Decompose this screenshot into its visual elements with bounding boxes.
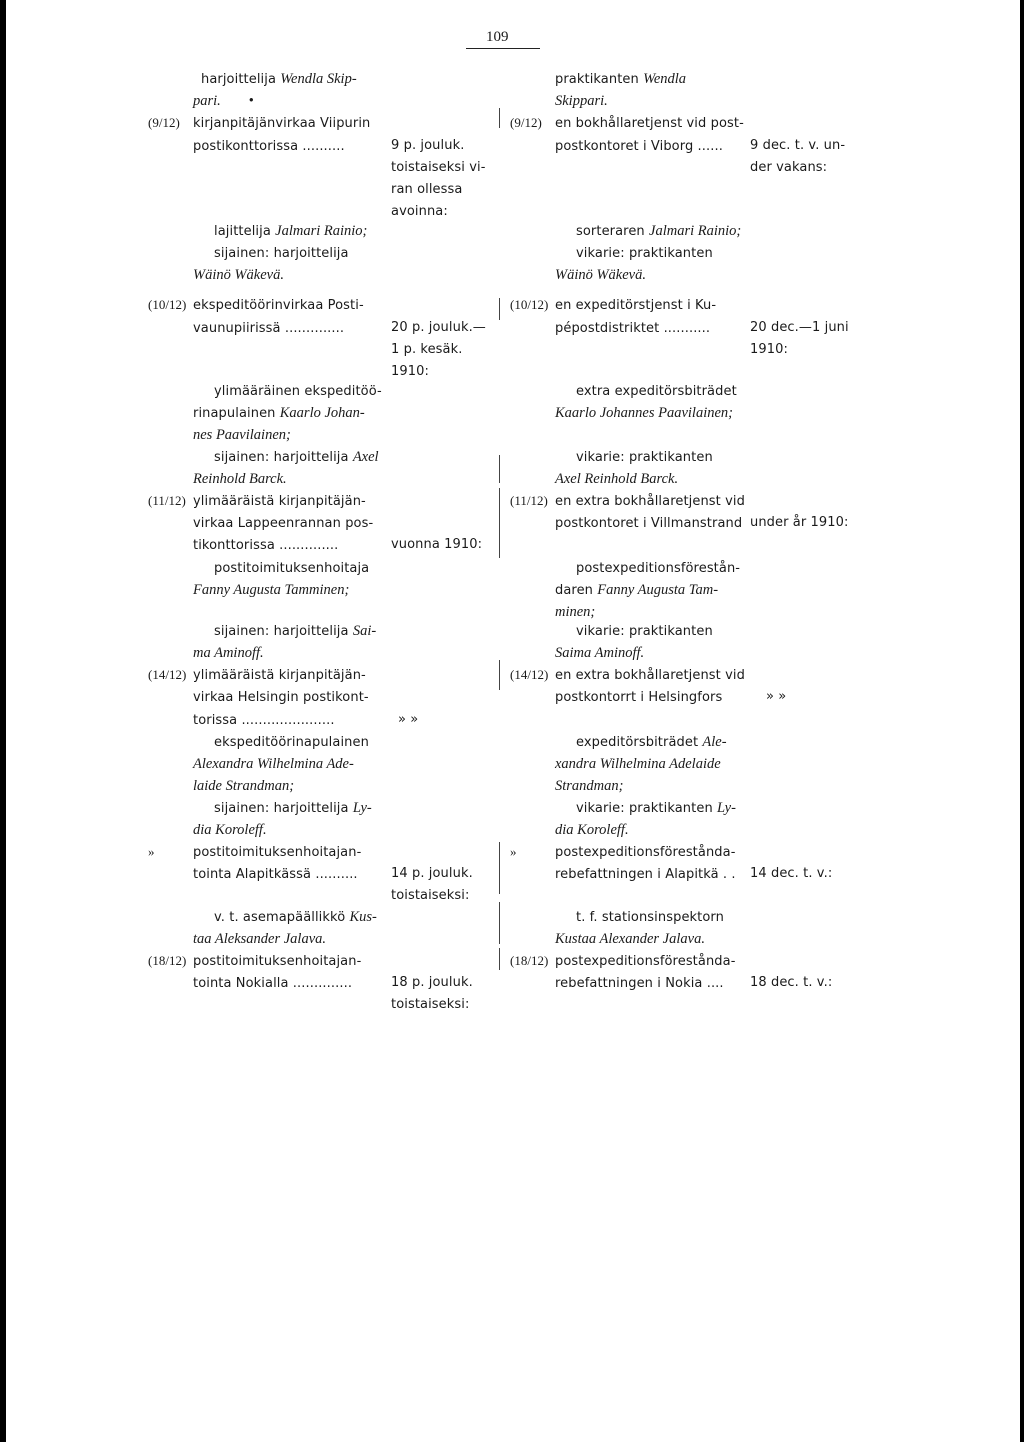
text-line — [555, 865, 736, 884]
text-line — [193, 755, 354, 773]
text-line — [193, 821, 267, 839]
text-line — [576, 733, 727, 752]
line-italic-name: Kaarlo Johannes Paavilainen; — [555, 405, 734, 421]
line-text: torissa ...................... — [193, 713, 335, 728]
line-text: virkaa Lappeenrannan pos- — [193, 516, 374, 531]
text-line — [555, 603, 595, 621]
text-line — [193, 711, 335, 730]
entry-date-marker: (18/12) — [510, 953, 549, 968]
scan-edge-right — [1020, 0, 1024, 1442]
date-line: 1 p. kesäk. — [391, 342, 463, 357]
line-italic-name: Jalmari Rainio; — [275, 223, 368, 239]
date-line: 18 dec. t. v.: — [750, 975, 833, 990]
line-text: postkontoret i Villmanstrand — [555, 516, 743, 531]
text-line — [555, 70, 686, 89]
date-line: der vakans: — [750, 160, 828, 175]
date-line: 20 dec.—1 juni — [750, 320, 849, 335]
date-line: 9 dec. t. v. un- — [750, 138, 846, 153]
line-text: harjoittelija — [201, 72, 281, 87]
line-text: postexpeditionsförestån- — [576, 561, 741, 576]
text-line — [555, 688, 722, 707]
text-line — [555, 843, 736, 862]
line-italic-name: minen; — [555, 604, 596, 620]
line-mark: • — [248, 93, 254, 109]
date-line: under år 1910: — [750, 515, 849, 530]
line-text: postexpeditionsförestånda- — [555, 845, 736, 860]
line-text: sijainen: harjoittelija — [214, 801, 353, 816]
line-italic-name: Strandman; — [555, 778, 624, 794]
entry-date-marker: (9/12) — [148, 115, 180, 130]
line-italic-name: Wäinö Wäkevä. — [193, 267, 284, 283]
date-line: 18 p. jouluk. — [391, 975, 473, 990]
text-line — [193, 296, 364, 315]
line-italic-name: Fanny Augusta Tam- — [597, 582, 719, 598]
text-line — [193, 536, 338, 555]
text-line — [193, 952, 361, 971]
text-line — [201, 70, 357, 89]
text-line — [555, 137, 723, 156]
text-line — [576, 222, 741, 241]
date-line: 20 p. jouluk.— — [391, 320, 486, 335]
text-line — [214, 908, 377, 927]
line-text: postkontoret i Viborg ...... — [555, 139, 723, 154]
text-line — [214, 222, 367, 241]
date-line: toistaiseksi: — [391, 888, 470, 903]
text-line — [555, 755, 721, 773]
text-line — [214, 382, 382, 401]
line-text: postikonttorissa .......... — [193, 139, 345, 154]
line-text: postitoimituksenhoitajan- — [193, 954, 362, 969]
line-text: expeditörsbiträdet — [576, 735, 703, 750]
entry-date-marker: (14/12) — [510, 667, 549, 682]
line-text: en extra bokhållaretjenst vid — [555, 668, 745, 683]
entry-date-marker: (9/12) — [510, 115, 542, 130]
text-line — [193, 581, 349, 599]
text-line — [555, 777, 623, 795]
line-text: ylimääräistä kirjanpitäjän- — [193, 494, 366, 509]
line-text: postkontorrt i Helsingfors — [555, 690, 723, 705]
column-rule — [499, 902, 500, 944]
text-line — [193, 266, 284, 284]
line-text: sijainen: harjoittelija — [214, 246, 349, 261]
text-line — [214, 244, 349, 263]
text-line — [555, 296, 716, 315]
column-rule — [499, 842, 500, 894]
line-text: en expeditörstjenst i Ku- — [555, 298, 717, 313]
text-line — [193, 319, 344, 338]
line-text: virkaa Helsingin postikont- — [193, 690, 369, 705]
line-italic-name: taa Aleksander Jalava. — [193, 931, 327, 947]
entry-date-marker: (11/12) — [510, 493, 548, 508]
text-line — [555, 114, 744, 133]
line-text: pépostdistriktet ........... — [555, 321, 711, 336]
line-italic-name: Kaarlo Johan- — [279, 405, 365, 421]
line-text: daren — [555, 583, 598, 598]
line-text: postitoimituksenhoitaja — [214, 561, 370, 576]
line-italic-name: Wendla Skip- — [280, 71, 357, 87]
line-italic-name: Alexandra Wilhelmina Ade- — [193, 756, 354, 772]
column-rule — [499, 488, 500, 558]
line-italic-name: Sai- — [352, 623, 377, 639]
entry-date-marker: (18/12) — [148, 953, 187, 968]
text-line — [555, 666, 745, 685]
line-text: tointa Nokialla .............. — [193, 976, 353, 991]
text-line — [214, 559, 369, 578]
line-text: ekspeditöörinvirkaa Posti- — [193, 298, 364, 313]
line-italic-name: pari. — [193, 93, 221, 109]
date-line: » » — [766, 689, 787, 704]
line-italic-name: dia Koroleff. — [555, 822, 629, 838]
line-italic-name: nes Paavilainen; — [193, 427, 291, 443]
line-text: en bokhållaretjenst vid post- — [555, 116, 744, 131]
line-text: vikarie: praktikanten — [576, 246, 713, 261]
line-text: postitoimituksenhoitajan- — [193, 845, 362, 860]
date-line: ran ollessa — [391, 182, 463, 197]
text-line — [193, 777, 294, 795]
line-text: vikarie: praktikanten — [576, 801, 718, 816]
line-italic-name: Ly- — [352, 800, 372, 816]
text-line — [193, 974, 352, 993]
header-rule — [466, 48, 540, 49]
line-italic-name: Reinhold Barck. — [193, 471, 287, 487]
line-italic-name: Fanny Augusta Tamminen; — [193, 582, 350, 598]
text-line — [214, 622, 376, 641]
text-line — [193, 930, 326, 948]
line-text: praktikanten — [555, 72, 644, 87]
text-line — [193, 514, 373, 533]
text-line — [193, 92, 254, 110]
text-line — [576, 799, 736, 818]
line-text: sijainen: harjoittelija — [214, 450, 353, 465]
text-line — [555, 581, 718, 600]
line-italic-name: Axel Reinhold Barck. — [555, 471, 679, 487]
date-line: 14 p. jouluk. — [391, 866, 473, 881]
line-text: extra expeditörsbiträdet — [576, 384, 737, 399]
date-line: 14 dec. t. v.: — [750, 866, 833, 881]
text-line — [555, 930, 705, 948]
text-line — [193, 843, 361, 862]
line-text: vikarie: praktikanten — [576, 450, 713, 465]
date-line: avoinna: — [391, 204, 448, 219]
text-line — [193, 865, 358, 884]
date-line: 1910: — [750, 342, 788, 357]
line-text: rebefattningen i Nokia .... — [555, 976, 724, 991]
line-text: tikonttorissa .............. — [193, 538, 339, 553]
text-line — [576, 382, 737, 401]
text-line — [193, 404, 365, 423]
line-italic-name: Saima Aminoff. — [555, 645, 645, 661]
text-line — [193, 666, 366, 685]
line-text: lajittelija — [214, 224, 276, 239]
text-line — [214, 733, 369, 752]
text-line — [555, 404, 733, 422]
text-line — [576, 908, 724, 927]
text-line — [555, 266, 646, 284]
text-line — [555, 974, 724, 993]
text-line — [193, 114, 370, 133]
line-text: rebefattningen i Alapitkä . . — [555, 867, 736, 882]
line-text: ekspeditöörinapulainen — [214, 735, 369, 750]
line-text: kirjanpitäjänvirkaa Viipurin — [193, 116, 371, 131]
text-line — [193, 492, 366, 511]
date-line: 9 p. jouluk. — [391, 138, 465, 153]
line-italic-name: Ale- — [702, 734, 727, 750]
line-italic-name: Wendla — [643, 71, 687, 87]
line-text: rinapulainen — [193, 406, 280, 421]
text-line — [214, 448, 379, 467]
text-line — [193, 688, 369, 707]
line-text: vikarie: praktikanten — [576, 624, 713, 639]
line-italic-name: Kus- — [349, 909, 377, 925]
text-line — [193, 137, 345, 156]
text-line — [576, 244, 713, 263]
text-line — [193, 644, 264, 662]
line-text: vaunupiirissä .............. — [193, 321, 345, 336]
line-text: ylimääräistä kirjanpitäjän- — [193, 668, 366, 683]
scan-edge-left — [0, 0, 6, 1442]
line-italic-name: Axel — [352, 449, 379, 465]
line-text: v. t. asemapäällikkö — [214, 910, 350, 925]
entry-date-marker: (11/12) — [148, 493, 186, 508]
text-line — [555, 92, 608, 110]
text-line — [193, 426, 291, 444]
entry-date-marker: (10/12) — [510, 297, 549, 312]
text-line — [555, 644, 644, 662]
text-line — [555, 821, 629, 839]
date-line: toistaiseksi: — [391, 997, 470, 1012]
date-line: vuonna 1910: — [391, 537, 483, 552]
page-number: 109 — [486, 29, 509, 45]
entry-date-marker: (14/12) — [148, 667, 187, 682]
line-text: sijainen: harjoittelija — [214, 624, 353, 639]
line-italic-name: laide Strandman; — [193, 778, 295, 794]
line-italic-name: ma Aminoff. — [193, 645, 264, 661]
text-line — [555, 319, 710, 338]
text-line — [576, 622, 713, 641]
line-italic-name: Kustaa Alexander Jalava. — [555, 931, 705, 947]
entry-date-marker: » — [510, 844, 517, 859]
line-italic-name: Skippari. — [555, 93, 608, 109]
line-text: tointa Alapitkässä .......... — [193, 867, 358, 882]
line-text: sorteraren — [576, 224, 650, 239]
column-rule — [499, 108, 500, 128]
line-text: en extra bokhållaretjenst vid — [555, 494, 745, 509]
line-italic-name: Ly- — [717, 800, 736, 816]
line-italic-name: dia Koroleff. — [193, 822, 267, 838]
text-line — [555, 952, 736, 971]
line-italic-name: Wäinö Wäkevä. — [555, 267, 646, 283]
date-line: » » — [398, 712, 419, 727]
column-rule — [499, 948, 500, 970]
text-line — [214, 799, 372, 818]
date-line: toistaiseksi vi- — [391, 160, 486, 175]
entry-date-marker: » — [148, 844, 155, 859]
entry-date-marker: (10/12) — [148, 297, 187, 312]
line-italic-name: Jalmari Rainio; — [649, 223, 742, 239]
line-text: postexpeditionsförestånda- — [555, 954, 736, 969]
line-text: t. f. stationsinspektorn — [576, 910, 724, 925]
date-line: 1910: — [391, 364, 429, 379]
line-text: ylimääräinen ekspeditöö- — [214, 384, 382, 399]
text-line — [555, 514, 742, 533]
text-line — [555, 492, 745, 511]
line-italic-name: xandra Wilhelmina Adelaide — [555, 756, 721, 772]
text-line — [576, 448, 713, 467]
text-line — [193, 470, 287, 488]
text-line — [576, 559, 740, 578]
column-rule — [499, 298, 500, 320]
column-rule — [499, 455, 500, 483]
text-line — [555, 470, 678, 488]
column-rule — [499, 660, 500, 690]
